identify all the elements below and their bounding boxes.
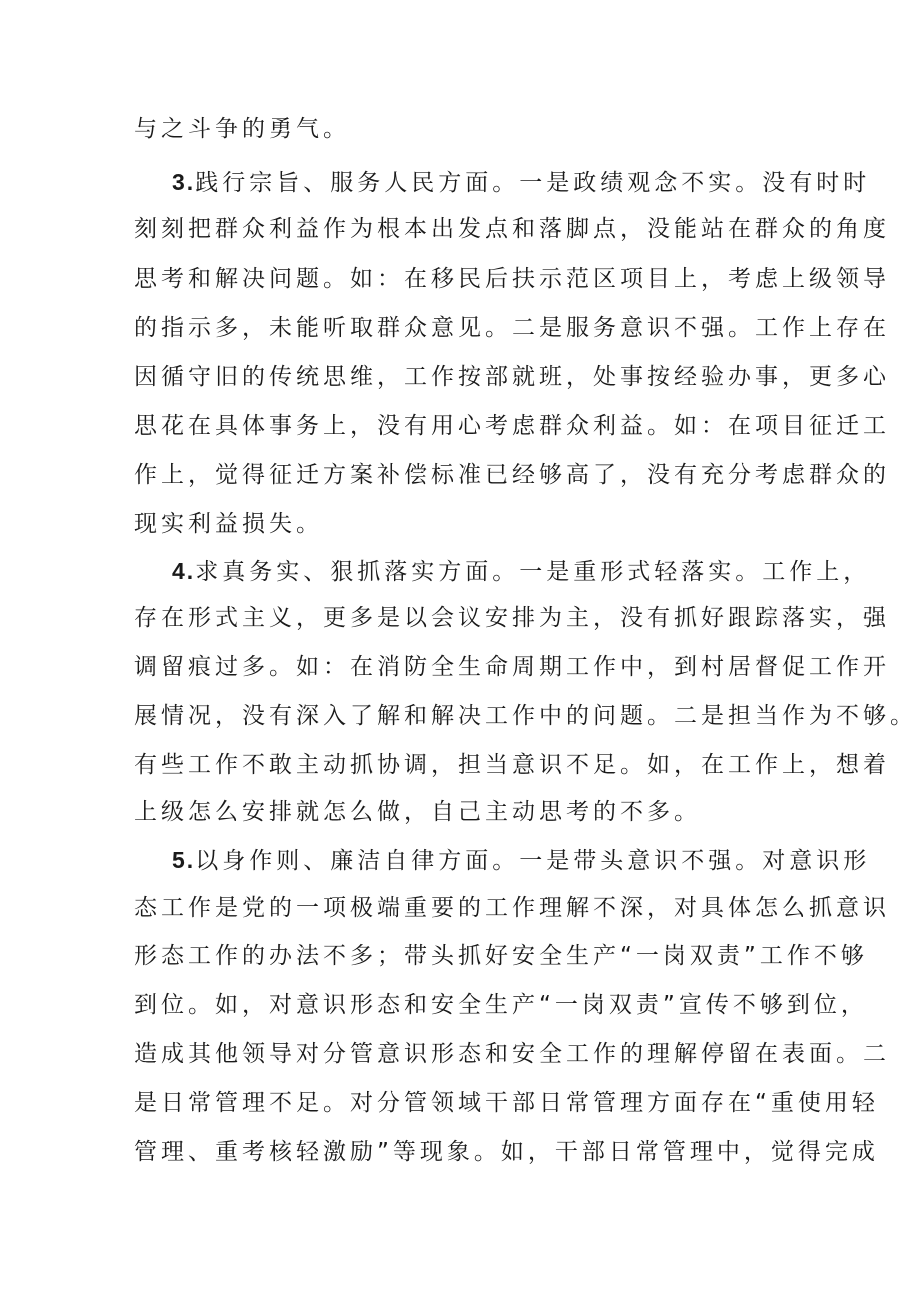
text-line-20: 造成其他领导对分管意识形态和安全工作的理解停留在表面。二 xyxy=(134,1041,890,1067)
section-4-heading-line xyxy=(134,556,871,587)
text-line-22: 管理、重考核轻激励”等现象。如，干部日常管理中，觉得完成 xyxy=(134,1139,879,1165)
text-line-15: 上级怎么安排就怎么做，自己主动思考的不多。 xyxy=(134,799,701,825)
text-line-11: 存在形式主义，更多是以会议安排为主，没有抓好跟踪落实，强 xyxy=(134,605,890,631)
section-number-5: 5 xyxy=(172,847,185,873)
text-line-9: 现实利益损失。 xyxy=(134,511,323,537)
text-line-8: 作上，觉得征迁方案补偿标准已经够高了，没有充分考虑群众的 xyxy=(134,462,890,488)
text-line-1: 与之斗争的勇气。 xyxy=(134,116,350,142)
section-number-3: 3 xyxy=(172,169,185,195)
text-line-18: 形态工作的办法不多；带头抓好安全生产“一岗双责”工作不够 xyxy=(134,943,868,969)
text-line-5: 的指示多，未能听取群众意见。二是服务意识不强。工作上存在 xyxy=(134,315,890,341)
text-line-6: 因循守旧的传统思维，工作按部就班，处事按经验办事，更多心 xyxy=(134,364,890,390)
section-3-text: 践行宗旨、服务人民方面。一是政绩观念不实。没有时时 xyxy=(195,170,871,196)
section-3-heading-line xyxy=(134,167,871,198)
section-number-4: 4 xyxy=(172,558,185,584)
section-dot: . xyxy=(186,558,196,584)
section-dot: . xyxy=(186,847,196,873)
section-4-text: 求真务实、狠抓落实方面。一是重形式轻落实。工作上， xyxy=(195,559,871,585)
text-line-3: 刻刻把群众利益作为根本出发点和落脚点，没能站在群众的角度 xyxy=(134,216,890,242)
section-5-text: 以身作则、廉洁自律方面。一是带头意识不强。对意识形 xyxy=(195,848,871,874)
section-5-heading-line xyxy=(134,845,871,876)
text-line-17: 态工作是党的一项极端重要的工作理解不深，对具体怎么抓意识 xyxy=(134,895,890,921)
text-line-4: 思考和解决问题。如：在移民后扶示范区项目上，考虑上级领导 xyxy=(134,266,890,292)
text-line-19: 到位。如，对意识形态和安全生产“一岗双责”宣传不够到位， xyxy=(134,992,868,1018)
text-line-7: 思花在具体事务上，没有用心考虑群众利益。如：在项目征迁工 xyxy=(134,413,890,439)
section-dot: . xyxy=(186,169,196,195)
text-line-14: 有些工作不敢主动抓协调，担当意识不足。如，在工作上，想着 xyxy=(134,752,890,778)
text-line-12: 调留痕过多。如：在消防全生命周期工作中，到村居督促工作开 xyxy=(134,654,890,680)
text-line-13: 展情况，没有深入了解和解决工作中的问题。二是担当作为不够。 xyxy=(134,703,917,729)
text-line-21: 是日常管理不足。对分管领域干部日常管理方面存在“重使用轻 xyxy=(134,1090,879,1116)
